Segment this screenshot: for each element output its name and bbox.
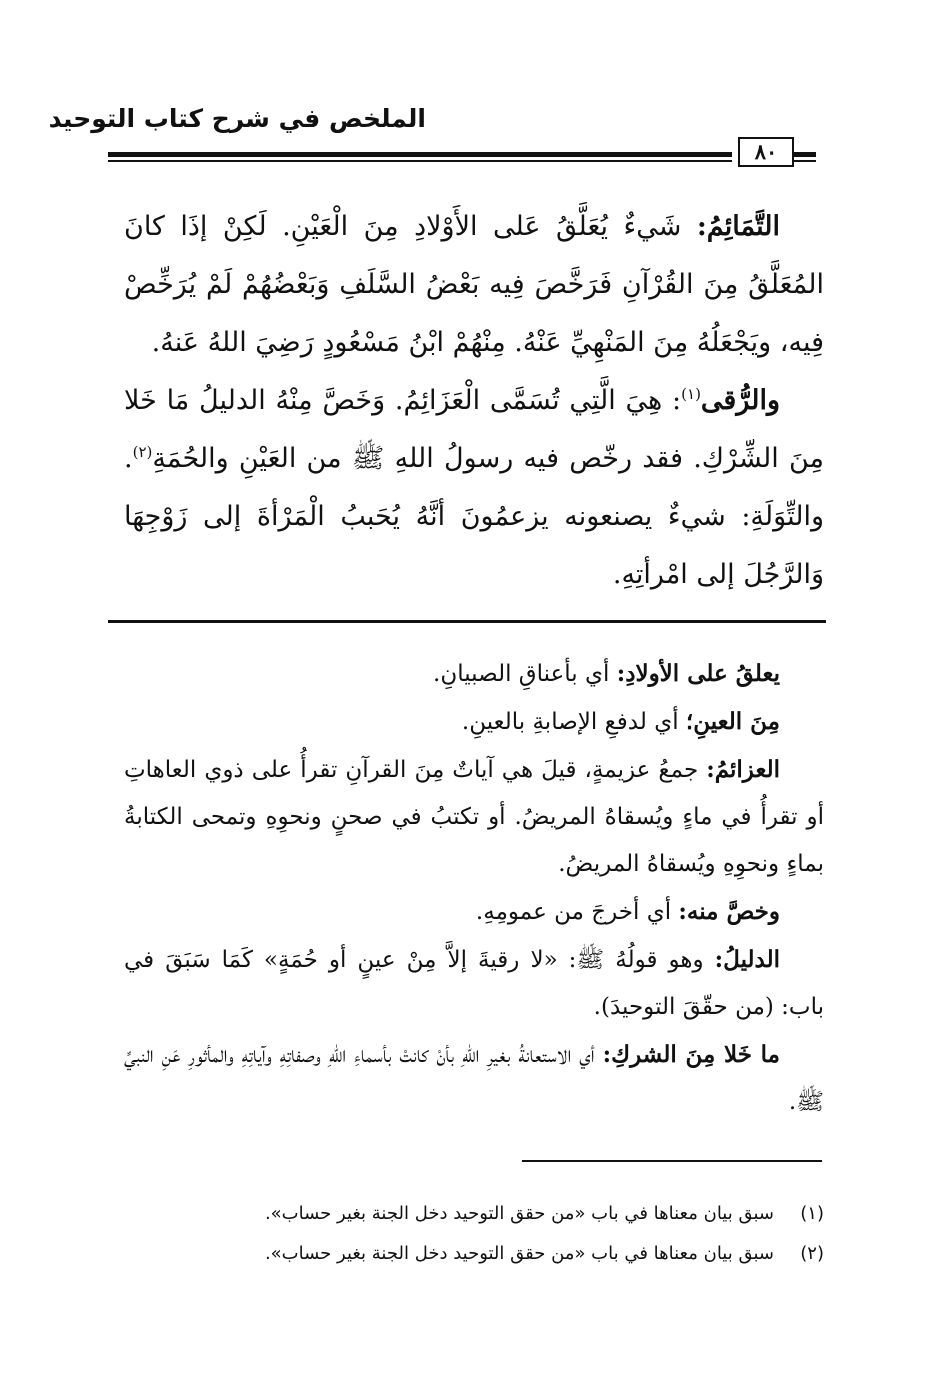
- note-term: مِنَ العينِ؛: [685, 708, 780, 735]
- footnote-ref-1[interactable]: (١): [681, 385, 701, 403]
- paragraph-2-text-b: . والتِّوَلَةِ: شيءٌ يصنعونه يزعمُونَ أنَّهُ يُحَببُ الْمَرْأةَ إلى زَوْجِهَا وَالرَّجُلَ إلى امْرأتِهِ.: [124, 443, 824, 590]
- note-text: جمعُ عزيمةٍ، قيلَ هي آياتٌ مِنَ القرآنِ تقرأُ على ذوي العاهاتِ أو تقرأُ في ماءٍ ويُسقاهُ المريضُ. أو تكتبُ في صحنٍ ونحوِهِ وتمحى الكتابةُ بماءٍ ونحوِهِ ويُسقاهُ المريضُ.: [124, 757, 824, 877]
- header-rule: [108, 152, 732, 157]
- term-tamaim: التَّمَائِمُ:: [696, 211, 780, 242]
- explanatory-notes: [124, 650, 824, 1126]
- note-term: العزائمُ:: [706, 756, 780, 783]
- footnote-1: [124, 1194, 824, 1234]
- header-rule-thin: [108, 160, 732, 162]
- running-title: الملخص في شرح كتاب التوحيد: [48, 104, 426, 133]
- note-term: وخصَّ منه:: [678, 898, 780, 925]
- paragraph-1-text: شَيءٌ يُعَلَّقُ عَلى الأَوْلادِ مِنَ الْعَيْنِ. لَكِنْ إذَا كانَ المُعَلَّقُ مِنَ القُرْآنِ فَرَخَّصَ فِيه بَعْضُ السَّلَفِ وَبَعْضُهُمْ لَمْ يُرَخِّصْ فِيه، ويَجْعَلُهُ مِنَ المَنْهِيِّ عَنْهُ. مِنْهُمْ ابْنُ مَسْعُودٍ رَضِيَ اللهُ عَنهُ.: [124, 211, 824, 358]
- note-item: [124, 1031, 824, 1126]
- note-item: [124, 650, 824, 698]
- term-ruqa: والرُّقى: [700, 385, 780, 416]
- note-text: وهو قولُهُ ﷺ: «لا رقيةَ إلاَّ مِنْ عينٍ أو حُمَةٍ» كَمَا سَبَقَ في باب: (من حقّقَ التوحيدَ).: [124, 947, 824, 1020]
- note-item: [124, 746, 824, 888]
- commentary-separator: [108, 620, 826, 623]
- note-term: يعلقُ على الأولادِ:: [616, 660, 780, 687]
- footnote-ref-2[interactable]: (٢): [132, 443, 153, 461]
- note-item: [124, 698, 824, 746]
- note-text: أي لدفعِ الإصابةِ بالعينِ.: [461, 709, 686, 735]
- footnote-number: (٢): [800, 1243, 824, 1264]
- main-paragraph-2: [124, 372, 824, 604]
- note-item: [124, 936, 824, 1031]
- main-paragraph-1: [124, 198, 824, 372]
- note-text: أي أخرجَ من عمومِهِ.: [475, 899, 679, 925]
- note-text: أي بأعناقِ الصبيانِ.: [433, 661, 617, 687]
- footnote-text: سبق بيان معناها في باب «من حقق التوحيد دخل الجنة بغير حساب».: [264, 1243, 774, 1264]
- main-text: [124, 198, 824, 604]
- paragraph-2-text-a: : هِيَ الَّتِي تُسَمَّى الْعَزَائِمُ. وَخَصَّ مِنْهُ الدليلُ مَا خَلا مِنَ الشِّرْكِ. فقد رخّص فيه رسولُ اللهِ ﷺ من العَيْنِ والحُمَةِ: [124, 385, 824, 474]
- footnote-text: سبق بيان معناها في باب «من حقق التوحيد دخل الجنة بغير حساب».: [264, 1203, 774, 1224]
- footnote-number: (١): [800, 1203, 824, 1224]
- footnote-separator: [522, 1160, 822, 1162]
- footnote-2: [124, 1234, 824, 1274]
- note-item: [124, 888, 824, 936]
- footnotes: [124, 1194, 824, 1274]
- header-rule-right: [794, 152, 816, 157]
- note-text: أي الاستعانةُ بغيرِ اللهِ بأنْ كانتْ بأسماءِ اللهِ وصفاتِهِ وآياتِهِ والمأثورِ عَنِ النبيِّ ﷺ.: [124, 1042, 824, 1115]
- page-number: ٨٠: [738, 137, 794, 167]
- note-term: الدليلُ:: [714, 946, 780, 973]
- note-term: ما خَلا مِنَ الشركِ:: [602, 1041, 780, 1068]
- header-rule-right-thin: [794, 160, 816, 162]
